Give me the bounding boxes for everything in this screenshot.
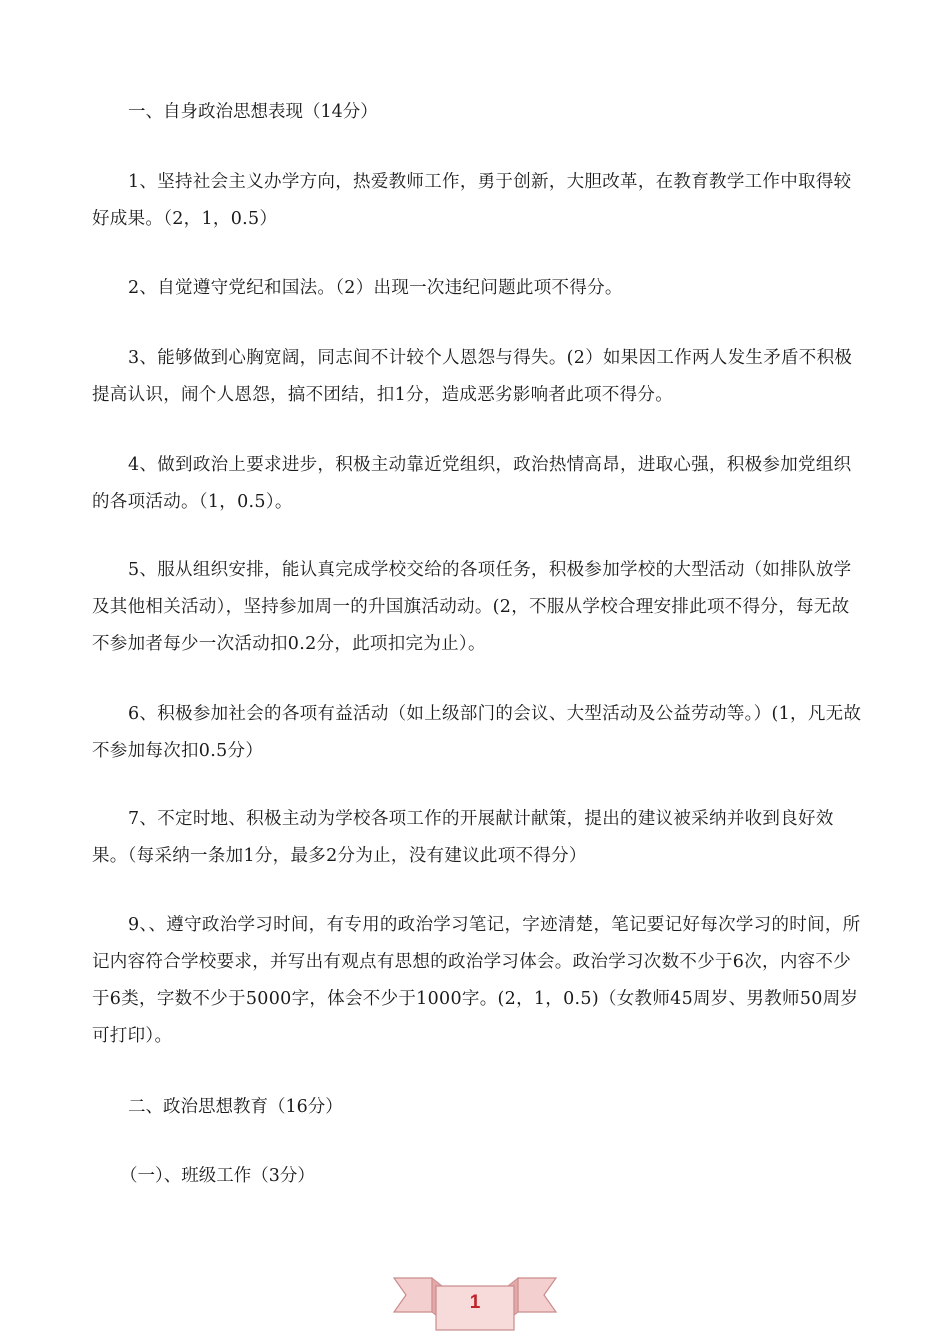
subsection-heading-class-work: （一）、班级工作（3分） xyxy=(120,1166,315,1186)
item-5: 5、服从组织安排，能认真完成学校交给的各项任务，积极参加学校的大型活动（如排队放学及其他相关活动），坚持参加周一的升国旗活动动。(2，不服从学校合理安排此项不得分，每无故不参加者每少一次活动扣0.2分，此项扣完为止）。 xyxy=(92,560,852,654)
section-heading-political-performance: 一、自身政治思想表现（14分） xyxy=(128,102,378,122)
page-number: 1 xyxy=(469,1292,481,1313)
item-3: 3、能够做到心胸宽阔，同志间不计较个人恩怨与得失。(2）如果因工作两人发生矛盾不积极提高认识，闹个人恩怨，搞不团结，扣1分，造成恶劣影响者此项不得分。 xyxy=(92,348,853,405)
item-2: 2、自觉遵守党纪和国法。（2）出现一次违纪问题此项不得分。 xyxy=(128,278,623,298)
section-heading-political-education: 二、政治思想教育（16分） xyxy=(128,1097,343,1117)
item-1: 1、坚持社会主义办学方向，热爱教师工作，勇于创新，大胆改革，在教育教学工作中取得较好成果。（2，1，0.5） xyxy=(92,172,852,229)
item-9: 9、、遵守政治学习时间，有专用的政治学习笔记，字迹清楚，笔记要记好每次学习的时间，所记内容符合学校要求，并写出有观点有思想的政治学习体会。政治学习次数不少于6次，内容不少于6类，字数不少于5000字，体会不少于1000字。(2，1，0.5)（女教师45周岁、男教师50周岁可打印）。 xyxy=(92,915,861,1046)
item-6: 6、积极参加社会的各项有益活动（如上级部门的会议、大型活动及公益劳动等。）(1，凡无故不参加每次扣0.5分） xyxy=(92,704,862,761)
item-4: 4、做到政治上要求进步，积极主动靠近党组织，政治热情高昂，进取心强，积极参加党组织的各项活动。（1，0.5）。 xyxy=(92,455,852,512)
page-number-ribbon xyxy=(392,1272,558,1334)
item-7: 7、不定时地、积极主动为学校各项工作的开展献计献策，提出的建议被采纳并收到良好效果。（每采纳一条加1分，最多2分为止，没有建议此项不得分） xyxy=(92,809,834,866)
